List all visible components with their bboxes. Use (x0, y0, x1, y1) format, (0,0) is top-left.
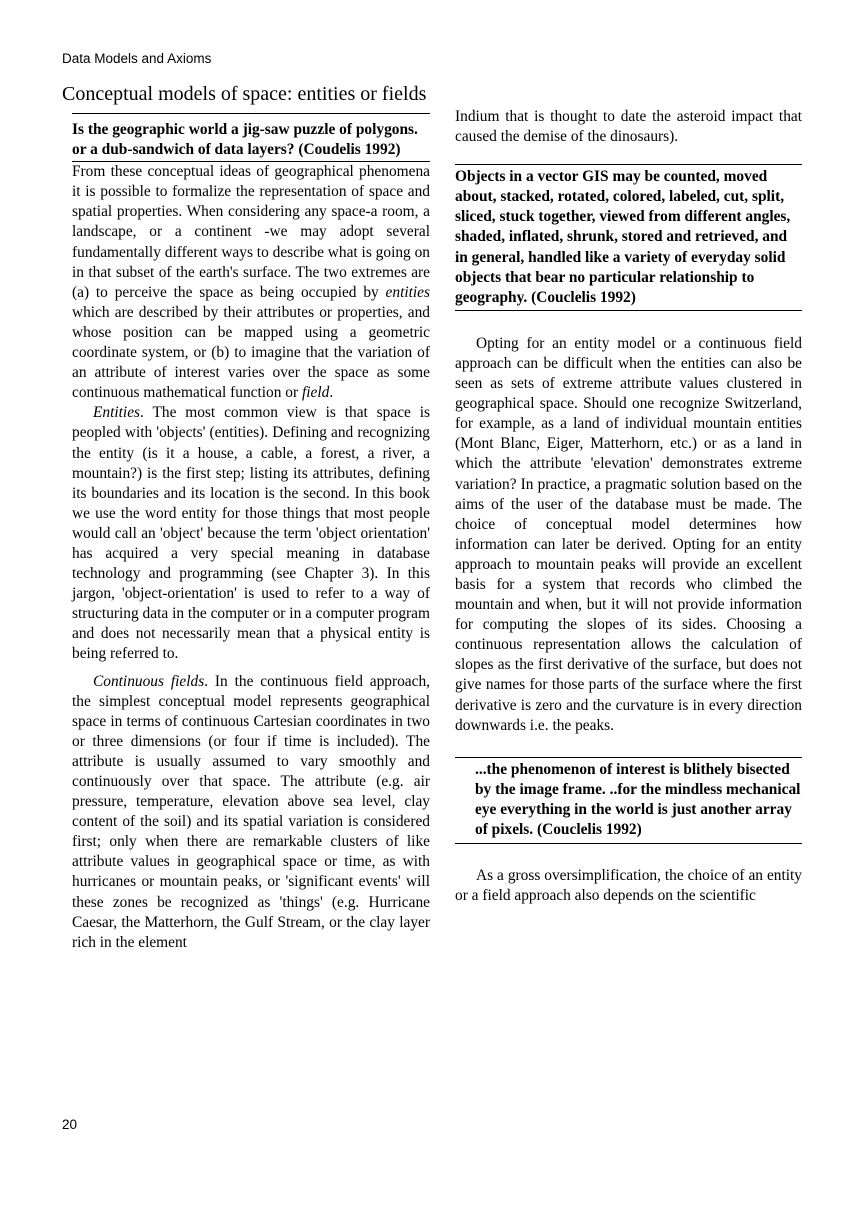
paragraph-continuous-fields (72, 672, 430, 953)
paragraph-intro (72, 162, 430, 403)
emphasis-field: field (301, 384, 330, 402)
paragraph-entities (72, 403, 430, 664)
paragraph-oversimplification: As a gross oversimplification, the choice of an entity or a field approach also depends on the scientific (455, 867, 802, 905)
pull-quote: Is the geographic world a jig-saw puzzle of polygons. or a dub-sandwich of data layers? (Coudelis 1992) (72, 113, 430, 162)
emphasis-entities: entities (385, 283, 430, 301)
paragraph-text: which are described by their attributes or properties, and whose position can be mapped using a geometric coordinate system, or (b) to imagine that the variation of an attribute of interest varies over the space as some continuous mathematical function or (72, 303, 430, 402)
paragraph-entity-vs-field: Opting for an entity model or a continuous field approach can be difficult when the entities can also be seen as sets of extreme attribute values clustered in geographical space. Should one recognize Switzerland, for example, as a land of individual mountain entities (Mont Blanc, Eiger, Matterhorn, etc.) or as a land in which the attribute 'elevation' demonstrates extreme variation? In practice, a pragmatic solution based on the aims of the user of the database must be made. The choice of conceptual model determines how information can later be derived. Opting for an entity approach to mountain peaks will provide an excellent basis for a system that records who climbed the mountain and when, but it will not provide information for computing the slopes of its sides. Choosing a continuous representation allows the calculation of slopes as the first derivative of the surface, but does not give names for those parts of the surface where the first derivative is zero and the curvature is in every direction downwards i.e. the peaks. (455, 334, 802, 734)
pull-quote: Objects in a vector GIS may be counted, moved about, stacked, rotated, colored, labeled, cut, split, sliced, stuck together, viewed from different angles, shaded, inflated, shrunk, stored and retrieved, and in general, handled like a variety of everyday solid objects that bear no particular relationship to geography. (Couclelis 1992) (455, 164, 802, 311)
running-header: Data Models and Axioms (62, 51, 212, 66)
emphasis-entities-heading: Entities (93, 404, 141, 422)
pull-quote: ...the phenomenon of interest is blithely bisected by the image frame. ..for the mindless mechanical eye everything in the world is just another array of pixels. (Couclelis 1992) (455, 757, 802, 844)
paragraph-text: . In the continuous field approach, the simplest conceptual model represents geographical space in terms of continuous Cartesian coordinates in two or three dimensions (or four if time is included). The attribute is usually assumed to vary smoothly and continuously over that space. The attribute (e.g. air pressure, temperature, elevation above sea level, clay content of the soil) and its spatial variation is considered first; only when there are remarkable clusters of like attribute values in geographical space or time, as with hurricanes or mountain peaks, or 'significant events' will these zones be recognized as 'things' (e.g. Hurricane Caesar, the Matterhorn, the Gulf Stream, or the clay layer rich in the element (72, 672, 430, 951)
right-column (455, 107, 802, 906)
left-column (72, 107, 430, 953)
page-number: 20 (62, 1117, 78, 1132)
paragraph-text: . (329, 384, 334, 402)
paragraph-text: . The most common view is that space is peopled with 'objects' (entities). Defining and recognizing the entity (is it a house, a cable, a forest, a river, a mountain?) is the first step; listing its attributes, defining its boundaries and its location is the second. In this book we use the word entity for those things that most people would call an 'object' because the term 'object orientation' has acquired a very special meaning in database technology and programming (see Chapter 3). In this jargon, 'object-orientation' is used to refer to a way of structuring data in the computer or in a computer program and does not necessarily mean that a physical entity is being referred to. (72, 404, 430, 663)
emphasis-fields-heading: Continuous fields (93, 672, 205, 690)
section-title: Conceptual models of space: entities or fields (62, 83, 427, 105)
paragraph-continuation: Indium that is thought to date the asteroid impact that caused the demise of the dinosaurs). (455, 108, 802, 146)
paragraph-text: From these conceptual ideas of geographical phenomena it is possible to formalize the representation of space and spatial properties. When considering any space-a room, a landscape, or a continent -we may adopt several fundamentally different ways to describe what is going on in that subset of the earth's surface. The two extremes are (a) to perceive the space as being occupied by (72, 163, 430, 301)
